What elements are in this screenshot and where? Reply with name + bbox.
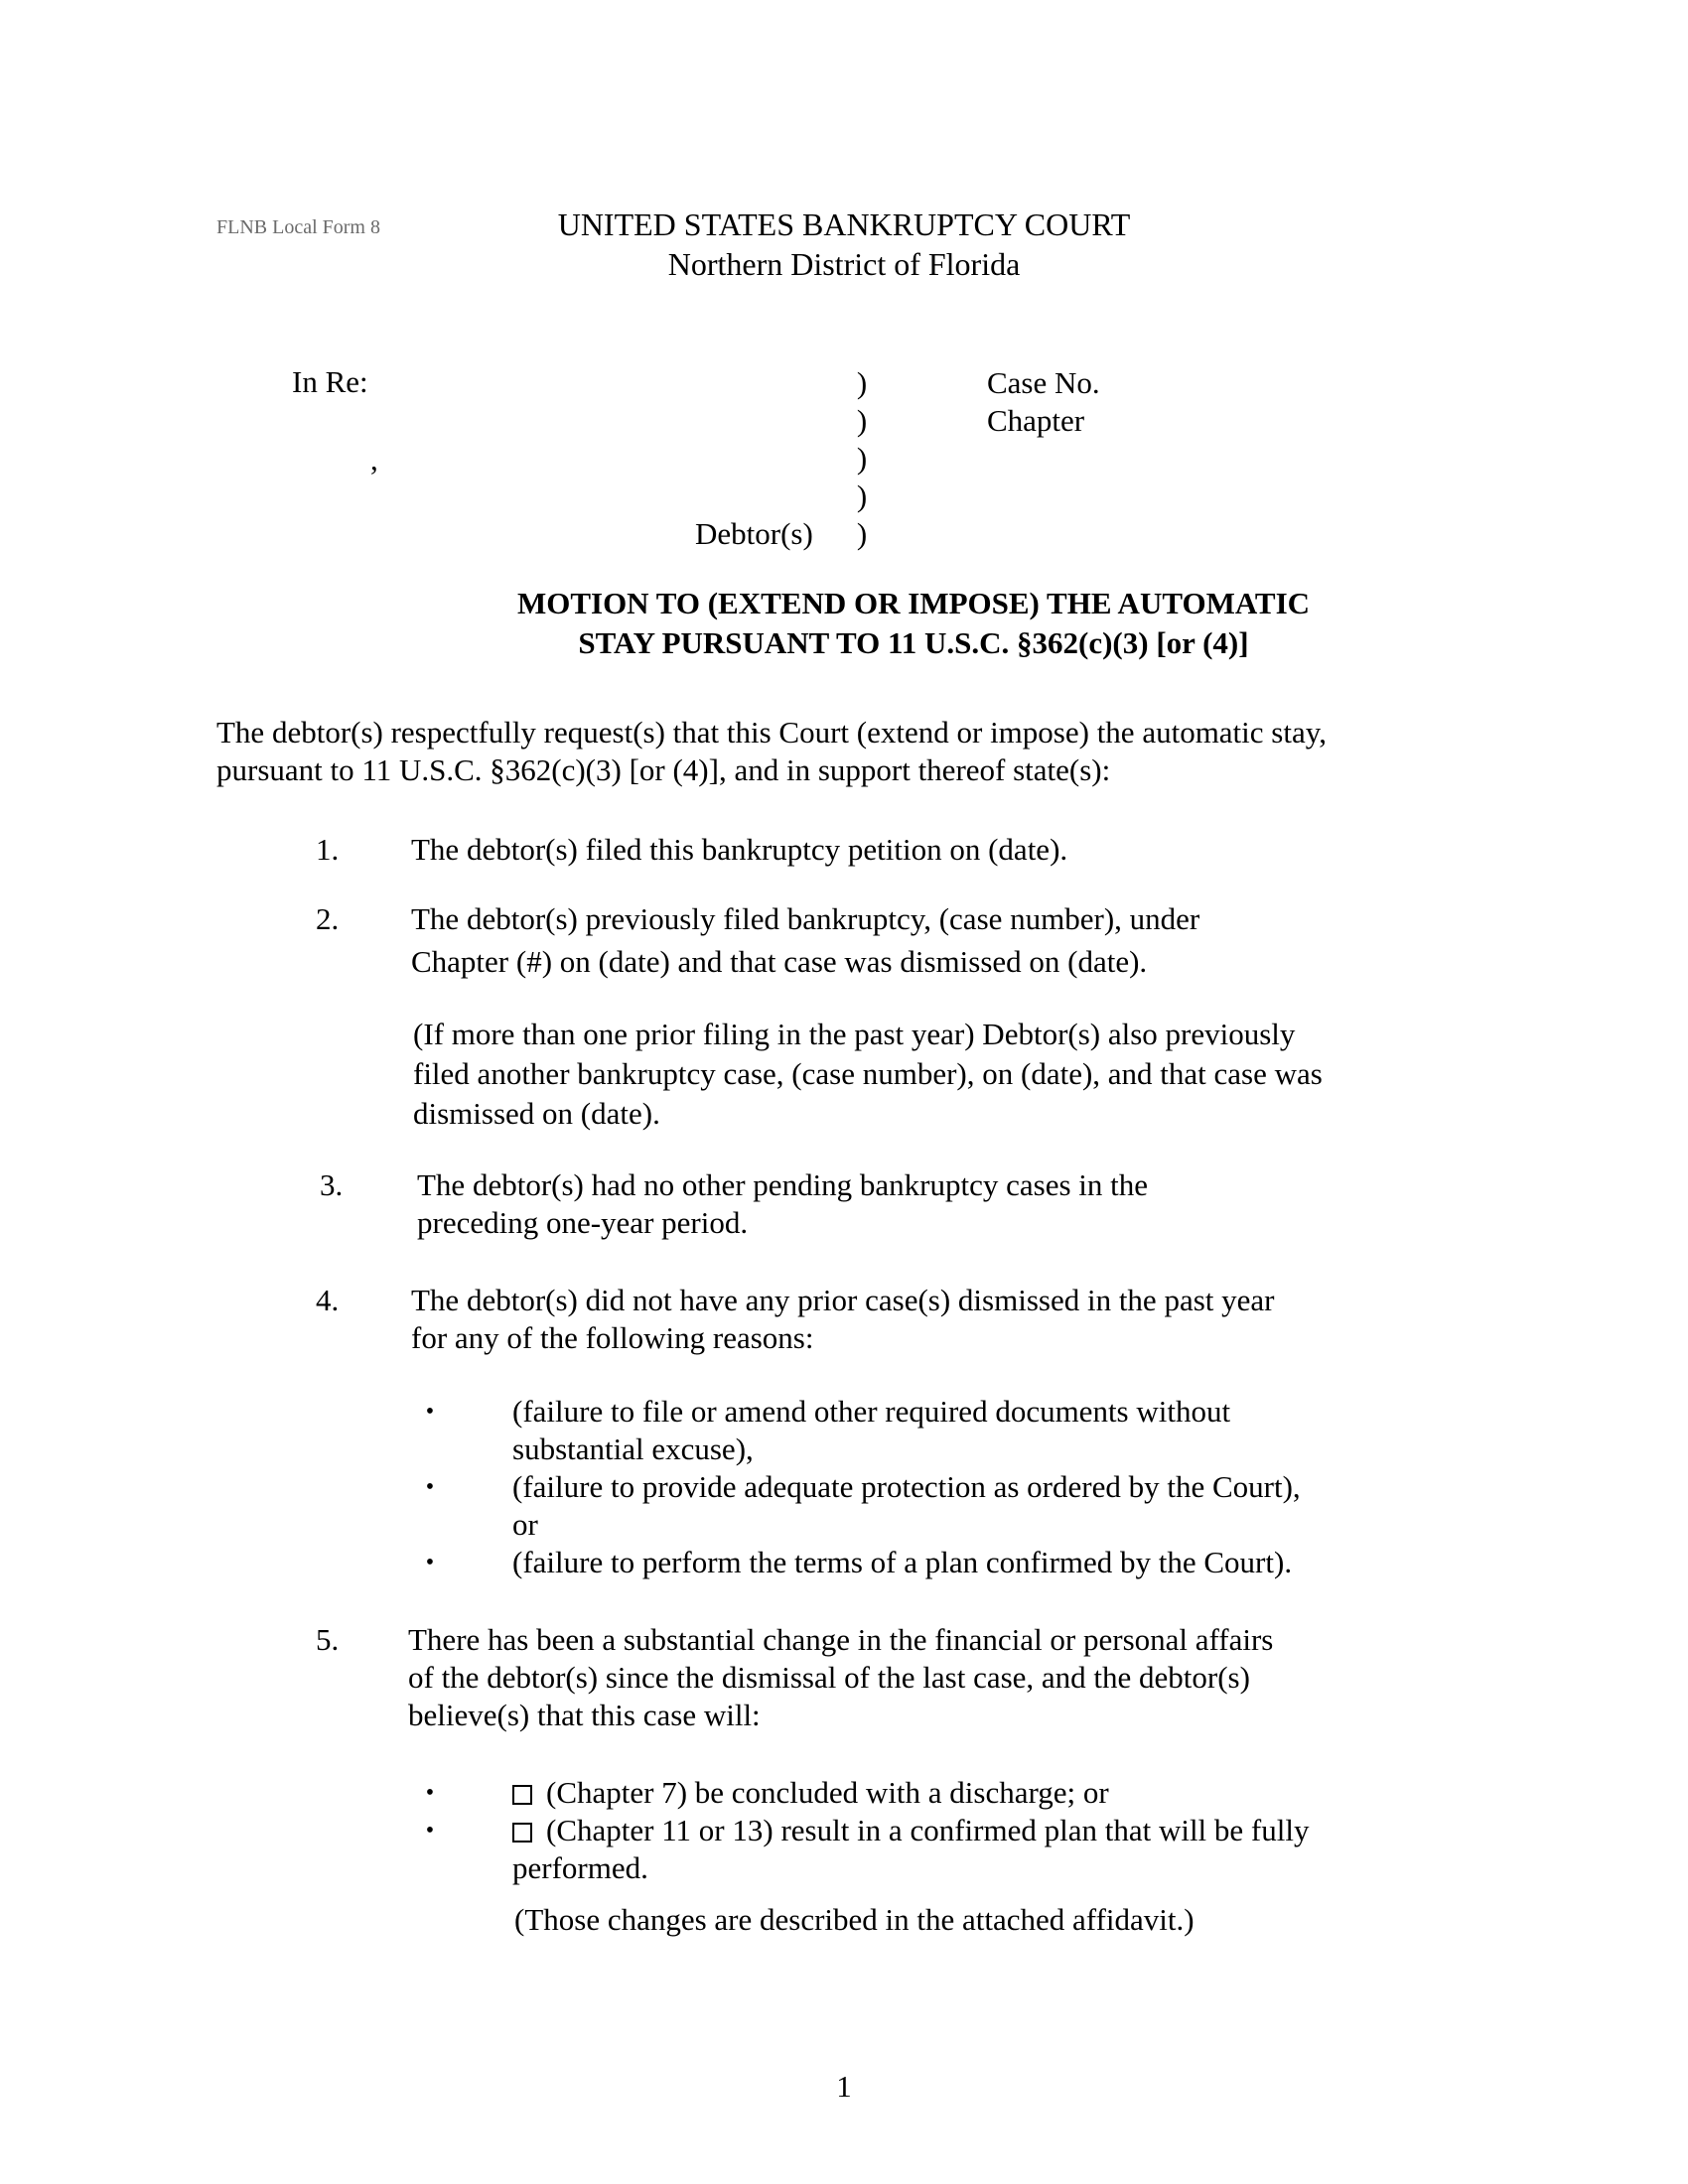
chapter-7-checkbox[interactable] xyxy=(512,1785,532,1805)
chapter-11-13-checkbox[interactable] xyxy=(512,1823,532,1843)
item-number: 2. xyxy=(316,901,340,936)
court-district: Northern District of Florida xyxy=(667,246,1021,282)
option-chapter-7-label: (Chapter 7) be concluded with a discharge; or xyxy=(546,1775,1109,1810)
item-number: 4. xyxy=(316,1283,340,1317)
item-5-line3: believe(s) that this case will: xyxy=(408,1698,761,1732)
caption-paren: ) xyxy=(856,516,868,551)
bullet: • xyxy=(425,1780,435,1806)
option-chapter-11-13[interactable] xyxy=(512,1811,1309,1850)
item-5-line2: of the debtor(s) since the dismissal of the last case, and the debtor(s) xyxy=(408,1660,1250,1695)
item-4-line2: for any of the following reasons: xyxy=(411,1320,814,1355)
item-number: 3. xyxy=(320,1167,344,1202)
item-2-line1: The debtor(s) previously filed bankruptcy, (case number), under xyxy=(411,901,1200,936)
caption-paren: ) xyxy=(856,441,868,476)
item-2-extra-line1: (If more than one prior filing in the past year) Debtor(s) also previously xyxy=(413,1017,1296,1051)
court-name: UNITED STATES BANKRUPTCY COURT xyxy=(557,206,1131,242)
reason-2-line2: or xyxy=(512,1507,538,1542)
option-chapter-11-13-label: (Chapter 11 or 13) result in a confirmed plan that will be fully xyxy=(546,1813,1310,1847)
item-1-text: The debtor(s) filed this bankruptcy petition on (date). xyxy=(411,832,1068,867)
caption-paren: ) xyxy=(856,478,868,513)
bullet: • xyxy=(425,1474,435,1500)
item-3-line2: preceding one-year period. xyxy=(417,1205,749,1240)
bullet: • xyxy=(425,1818,435,1843)
chapter-label: Chapter xyxy=(987,403,1085,438)
caption-comma: , xyxy=(370,442,378,477)
intro-line2: pursuant to 11 U.S.C. §362(c)(3) [or (4)], and in support thereof state(s): xyxy=(216,752,1111,787)
caption-paren: ) xyxy=(856,365,868,400)
bullet: • xyxy=(425,1399,435,1425)
item-2-extra-line3: dismissed on (date). xyxy=(413,1096,660,1131)
item-number: 5. xyxy=(316,1622,340,1657)
item-5-line1: There has been a substantial change in the financial or personal affairs xyxy=(408,1622,1274,1657)
reason-1-line1: (failure to file or amend other required documents without xyxy=(512,1394,1231,1429)
affidavit-note: (Those changes are described in the attached affidavit.) xyxy=(514,1902,1195,1937)
in-re-label: In Re: xyxy=(292,364,368,399)
item-4-line1: The debtor(s) did not have any prior case(s) dismissed in the past year xyxy=(411,1283,1275,1317)
page-number: 1 xyxy=(836,2069,852,2104)
item-3-line1: The debtor(s) had no other pending bankruptcy cases in the xyxy=(417,1167,1149,1202)
reason-2-line1: (failure to provide adequate protection as ordered by the Court), xyxy=(512,1469,1301,1504)
item-number: 1. xyxy=(316,832,340,867)
item-2-extra-line2: filed another bankruptcy case, (case number), on (date), and that case was xyxy=(413,1056,1323,1091)
reason-1-line2: substantial excuse), xyxy=(512,1432,754,1466)
bullet: • xyxy=(425,1550,435,1575)
caption-paren: ) xyxy=(856,403,868,438)
option-chapter-11-13-line2: performed. xyxy=(512,1850,648,1885)
case-no-label: Case No. xyxy=(987,365,1100,400)
reason-3-line1: (failure to perform the terms of a plan confirmed by the Court). xyxy=(512,1545,1293,1579)
option-chapter-7[interactable] xyxy=(512,1773,1109,1813)
motion-title-line2: STAY PURSUANT TO 11 U.S.C. §362(c)(3) [or (4)] xyxy=(578,625,1249,660)
form-label: FLNB Local Form 8 xyxy=(216,216,380,238)
motion-title-line1: MOTION TO (EXTEND OR IMPOSE) THE AUTOMATIC xyxy=(516,586,1311,620)
item-2-line2: Chapter (#) on (date) and that case was dismissed on (date). xyxy=(411,944,1148,979)
debtor-label: Debtor(s) xyxy=(695,516,813,551)
intro-line1: The debtor(s) respectfully request(s) that this Court (extend or impose) the automatic stay, xyxy=(216,715,1327,750)
